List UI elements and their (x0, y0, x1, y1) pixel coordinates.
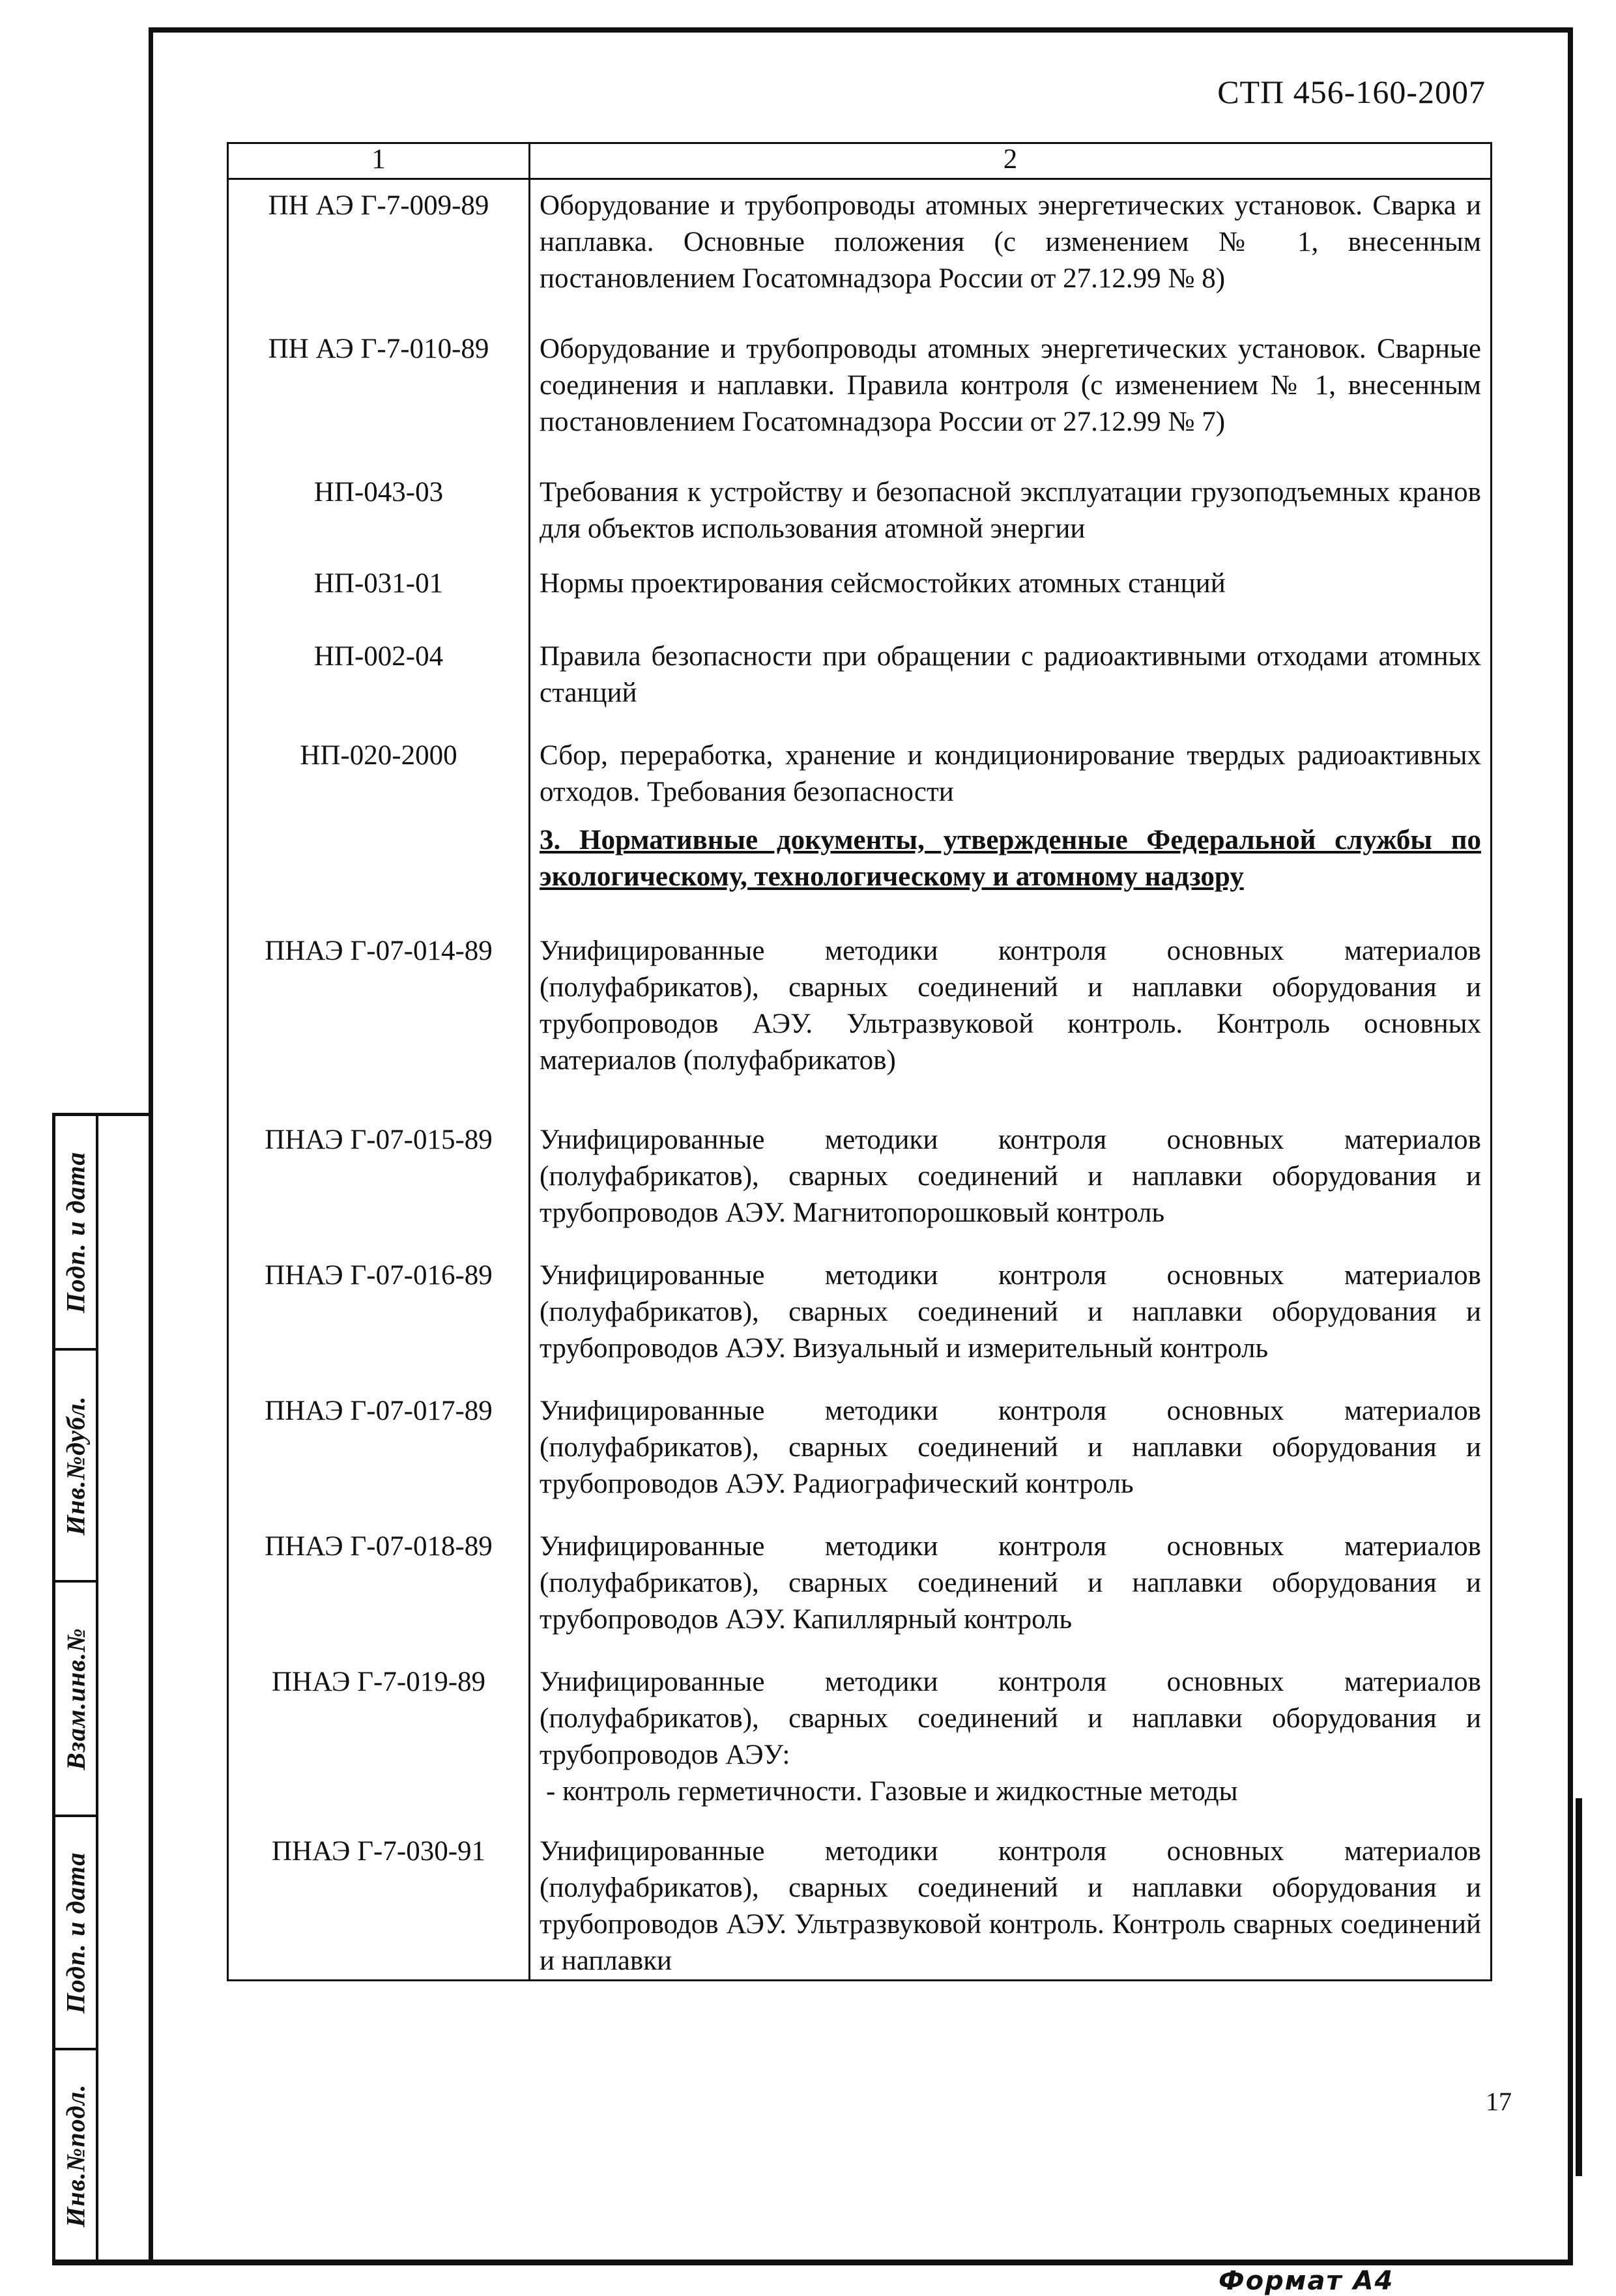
table-body-row (228, 179, 1492, 1981)
table-row-text: Унифицированные методики контроля основных материалов (полуфабрикатов), сварных соединений и наплавки оборудования и трубопроводов АЭУ. Ультразвуковой контроль. Контроль сварных соединений и наплавки (540, 1836, 1481, 1976)
table-row-text: Правила безопасности при обращении с радиоактивными отходами атомных станций (540, 641, 1481, 708)
table-row-text: Унифицированные методики контроля основных материалов (полуфабрикатов), сварных соединений и наплавки оборудования и трубопроводов АЭУ. Ультразвуковой контроль. Контроль основных материалов (полуфабрикатов) (540, 936, 1481, 1076)
table-row-block (540, 1664, 1481, 1833)
table-row-text: Унифицированные методики контроля основных материалов (полуфабрикатов), сварных соединений и наплавки оборудования и трубопроводов АЭУ. Магнитопорошковый контроль (540, 1125, 1481, 1228)
table-row-text: Унифицированные методики контроля основных материалов (полуфабрикатов), сварных соединений и наплавки оборудования и трубопроводов АЭУ. Визуальный и измерительный контроль (540, 1260, 1481, 1364)
stamp-field (55, 1583, 96, 1817)
table-row-subtext: - контроль герметичности. Газовые и жидкостные методы (546, 1776, 1238, 1807)
frame-right-border (1568, 27, 1573, 2265)
table-row-text: Нормы проектирования сейсмостойких атомных станций (540, 568, 1226, 599)
column-header-2: 2 (530, 143, 1492, 179)
standards-table (227, 142, 1492, 1981)
table-row-text: Унифицированные методики контроля основных материалов (полуфабрикатов), сварных соединений и наплавки оборудования и трубопроводов АЭУ. Капиллярный контроль (540, 1531, 1481, 1635)
stamp-divider (96, 1116, 98, 2263)
table-row-code: ПНАЭ Г-07-014-89 (265, 936, 493, 966)
table-row-code: ПНАЭ Г-07-018-89 (265, 1531, 493, 1562)
stamp-field-label: Подп. и дата (61, 1852, 91, 2013)
table-row-code: ПН АЭ Г-7-010-89 (268, 334, 489, 364)
page-number: 17 (1486, 2087, 1512, 2116)
stamp-field (55, 2050, 96, 2260)
table-row-code: ПНАЭ Г-07-017-89 (265, 1396, 493, 1426)
stamp-field (55, 1817, 96, 2050)
stamp-field-label: Инв.№дубл. (61, 1395, 91, 1536)
table-row-text: Сбор, переработка, хранение и кондиционирование твердых радиоактивных отходов. Требования безопасности (540, 740, 1481, 807)
document-code: СТП 456-160-2007 (1217, 74, 1486, 110)
table-row-text: Оборудование и трубопроводы атомных энергетических установок. Сварные соединения и наплавки. Правила контроля (с изменением № 1, внесенным постановлением Госатомнадзора России от 27.12.99 № 7) (540, 334, 1481, 437)
column-header-1: 1 (228, 143, 530, 179)
approval-stamp (52, 1113, 152, 2263)
table-row-text: Оборудование и трубопроводы атомных энергетических установок. Сварка и наплавка. Основные положения (с изменением № 1, внесенным постановлением Госатомнадзора России от 27.12.99 № 8) (540, 190, 1481, 294)
table-header-row (228, 143, 1492, 179)
stamp-field-label: Подп. и дата (61, 1151, 91, 1313)
description-column (530, 179, 1492, 1981)
table-row-code: ПНАЭ Г-7-019-89 (271, 1667, 486, 1697)
table-row-text: Требования к устройству и безопасной эксплуатации грузоподъемных кранов для объектов использования атомной энергии (540, 477, 1481, 544)
table-row-code: ПН АЭ Г-7-009-89 (268, 190, 489, 221)
table-row-text: Унифицированные методики контроля основных материалов (полуфабрикатов), сварных соединений и наплавки оборудования и трубопроводов АЭУ. Радиографический контроль (540, 1396, 1481, 1499)
table-row-code: ПНАЭ Г-07-015-89 (265, 1125, 493, 1155)
stamp-field-label: Инв.№подл. (61, 2084, 91, 2227)
section-heading: 3. Нормативные документы, утвержденные Федеральной службы по экологическому, технологическому и атомному надзору (540, 825, 1481, 892)
table-row-code: НП-043-03 (313, 477, 444, 508)
table-row-code: НП-002-04 (313, 641, 444, 672)
frame-top-border (149, 27, 1573, 33)
stamp-field (55, 1116, 96, 1351)
table-row-code: НП-020-2000 (300, 740, 457, 771)
table-row-code: ПНАЭ Г-07-016-89 (265, 1260, 493, 1291)
margin-mark (1576, 1798, 1582, 2176)
section-spacer (234, 822, 523, 933)
stamp-field-label: Взам.инв.№ (61, 1627, 91, 1770)
stamp-field (55, 1351, 96, 1583)
table-row-code: ПНАЭ Г-7-030-91 (271, 1836, 486, 1867)
code-column (228, 179, 530, 1981)
format-label: Формат А4 (1219, 2266, 1394, 2296)
table-row-code: НП-031-01 (313, 568, 444, 599)
table-row-text: Унифицированные методики контроля основных материалов (полуфабрикатов), сварных соединений и наплавки оборудования и трубопроводов АЭУ: (540, 1667, 1481, 1770)
frame-bottom-border (52, 2260, 1573, 2265)
